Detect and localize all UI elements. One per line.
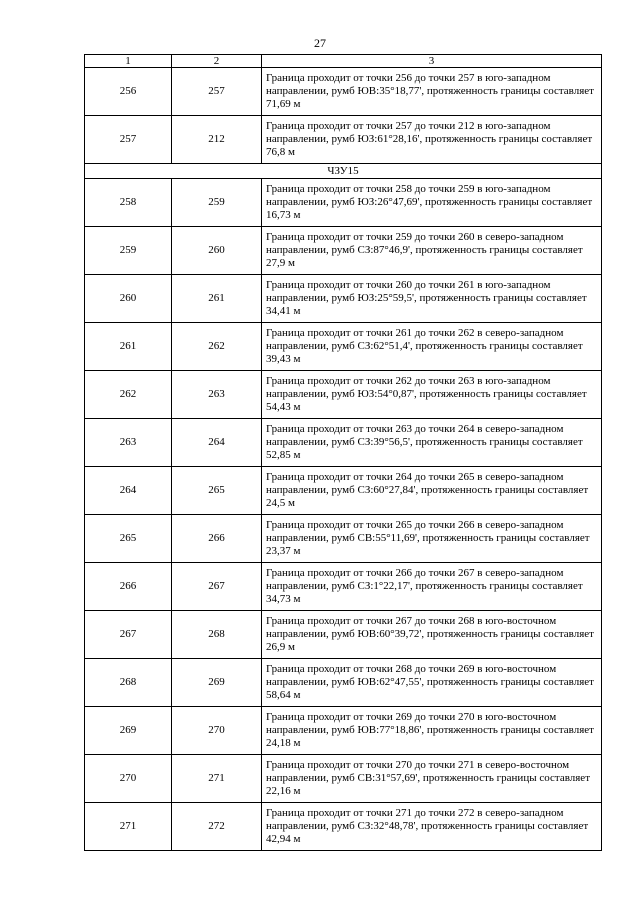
point-from: 258 <box>85 179 172 227</box>
point-from: 257 <box>85 116 172 164</box>
point-from: 256 <box>85 68 172 116</box>
table-row <box>85 227 602 275</box>
boundary-table <box>84 54 602 851</box>
point-from: 268 <box>85 659 172 707</box>
table-row <box>85 275 602 323</box>
point-to: 259 <box>172 179 262 227</box>
column-header-2: 2 <box>172 55 262 68</box>
table-header-row <box>85 55 602 68</box>
boundary-table-body <box>85 55 602 851</box>
point-to: 271 <box>172 755 262 803</box>
point-from: 262 <box>85 371 172 419</box>
boundary-description: Граница проходит от точки 270 до точки 271 в северо-восточном направлении, румб СВ:31°57,69', протяженность границы составляет 22,16 м <box>262 755 602 803</box>
point-to: 268 <box>172 611 262 659</box>
point-from: 266 <box>85 563 172 611</box>
boundary-description: Граница проходит от точки 268 до точки 269 в юго-восточном направлении, румб ЮВ:62°47,55', протяженность границы составляет 58,64 м <box>262 659 602 707</box>
boundary-description: Граница проходит от точки 271 до точки 272 в северо-западном направлении, румб СЗ:32°48,78', протяженность границы составляет 42,94 м <box>262 803 602 851</box>
point-to: 262 <box>172 323 262 371</box>
boundary-description: Граница проходит от точки 263 до точки 264 в северо-западном направлении, румб СЗ:39°56,5', протяженность границы составляет 52,85 м <box>262 419 602 467</box>
table-row <box>85 515 602 563</box>
boundary-description: Граница проходит от точки 260 до точки 261 в юго-западном направлении, румб ЮЗ:25°59,5', протяженность границы составляет 34,41 м <box>262 275 602 323</box>
table-row <box>85 755 602 803</box>
boundary-description: Граница проходит от точки 264 до точки 265 в северо-западном направлении, румб СЗ:60°27,84', протяженность границы составляет 24,5 м <box>262 467 602 515</box>
table-row <box>85 803 602 851</box>
boundary-description: Граница проходит от точки 262 до точки 263 в юго-западном направлении, румб ЮЗ:54°0,87', протяженность границы составляет 54,43 м <box>262 371 602 419</box>
point-to: 212 <box>172 116 262 164</box>
table-row <box>85 563 602 611</box>
point-to: 264 <box>172 419 262 467</box>
table-row <box>85 659 602 707</box>
point-from: 267 <box>85 611 172 659</box>
boundary-description: Граница проходит от точки 257 до точки 212 в юго-западном направлении, румб ЮЗ:61°28,16', протяженность границы составляет 76,8 м <box>262 116 602 164</box>
point-to: 272 <box>172 803 262 851</box>
point-from: 265 <box>85 515 172 563</box>
table-row <box>85 68 602 116</box>
point-to: 257 <box>172 68 262 116</box>
table-row <box>85 467 602 515</box>
column-header-3: 3 <box>262 55 602 68</box>
table-row <box>85 179 602 227</box>
point-to: 266 <box>172 515 262 563</box>
boundary-description: Граница проходит от точки 256 до точки 257 в юго-западном направлении, румб ЮВ:35°18,77', протяженность границы составляет 71,69 м <box>262 68 602 116</box>
boundary-description: Граница проходит от точки 258 до точки 259 в юго-западном направлении, румб ЮЗ:26°47,69', протяженность границы составляет 16,73 м <box>262 179 602 227</box>
point-from: 270 <box>85 755 172 803</box>
point-to: 261 <box>172 275 262 323</box>
point-to: 270 <box>172 707 262 755</box>
point-to: 263 <box>172 371 262 419</box>
table-row <box>85 707 602 755</box>
table-row <box>85 116 602 164</box>
point-from: 264 <box>85 467 172 515</box>
boundary-description: Граница проходит от точки 259 до точки 260 в северо-западном направлении, румб СЗ:87°46,9', протяженность границы составляет 27,9 м <box>262 227 602 275</box>
point-from: 261 <box>85 323 172 371</box>
table-row <box>85 371 602 419</box>
point-from: 271 <box>85 803 172 851</box>
boundary-description: Граница проходит от точки 266 до точки 267 в северо-западном направлении, румб СЗ:1°22,17', протяженность границы составляет 34,73 м <box>262 563 602 611</box>
boundary-description: Граница проходит от точки 269 до точки 270 в юго-восточном направлении, румб ЮВ:77°18,86', протяженность границы составляет 24,18 м <box>262 707 602 755</box>
table-row <box>85 419 602 467</box>
boundary-description: Граница проходит от точки 265 до точки 266 в северо-западном направлении, румб СВ:55°11,69', протяженность границы составляет 23,37 м <box>262 515 602 563</box>
point-from: 269 <box>85 707 172 755</box>
point-from: 263 <box>85 419 172 467</box>
section-row <box>85 164 602 179</box>
page-number: 27 <box>314 36 326 50</box>
boundary-description: Граница проходит от точки 267 до точки 268 в юго-восточном направлении, румб ЮВ:60°39,72', протяженность границы составляет 26,9 м <box>262 611 602 659</box>
point-from: 260 <box>85 275 172 323</box>
table-row <box>85 611 602 659</box>
point-to: 265 <box>172 467 262 515</box>
table-row <box>85 323 602 371</box>
point-to: 269 <box>172 659 262 707</box>
boundary-description: Граница проходит от точки 261 до точки 262 в северо-западном направлении, румб СЗ:62°51,4', протяженность границы составляет 39,43 м <box>262 323 602 371</box>
point-to: 260 <box>172 227 262 275</box>
point-from: 259 <box>85 227 172 275</box>
column-header-1: 1 <box>85 55 172 68</box>
point-to: 267 <box>172 563 262 611</box>
section-title: ЧЗУ15 <box>85 164 602 179</box>
